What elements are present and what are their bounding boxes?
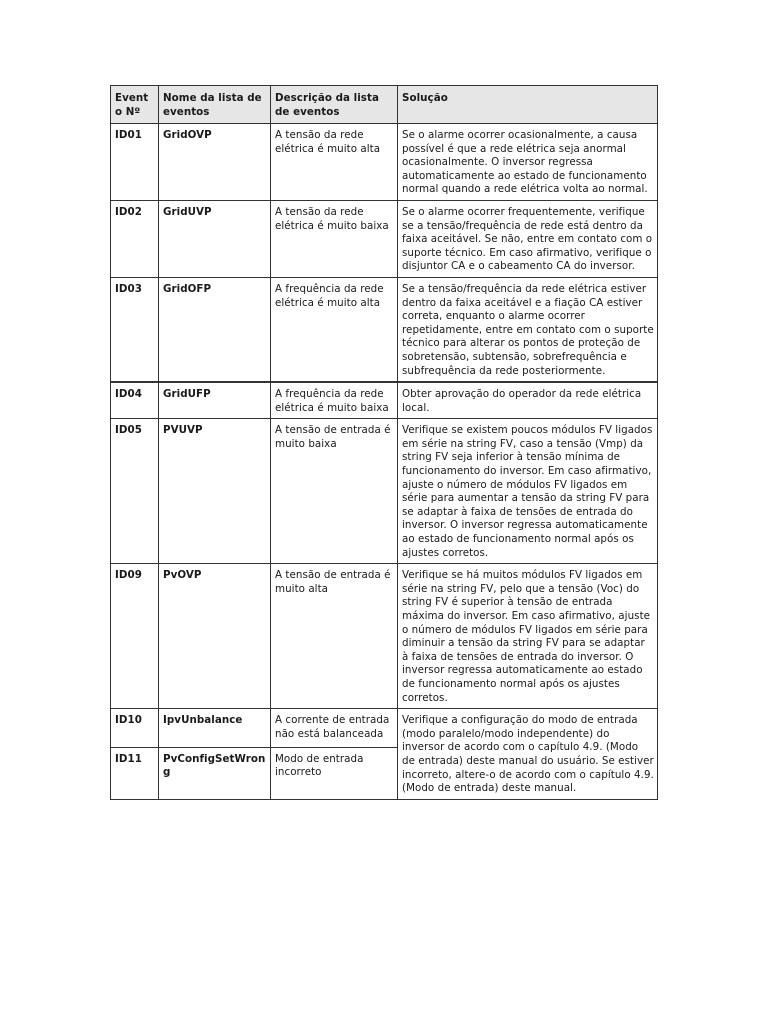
event-id: ID05 bbox=[111, 419, 159, 564]
event-name: PvOVP bbox=[159, 564, 271, 709]
event-solution-shared: Verifique a configuração do modo de entrada (modo paralelo/modo independente) do inversor de acordo com o capítulo 4.9. (Modo de entrada) deste manual do usuário. Se estiver incorreto, altere-o de acordo com o capítulo 4.9. (Modo de entrada) deste manual. bbox=[398, 709, 658, 800]
event-name: PVUVP bbox=[159, 419, 271, 564]
event-solution: Se a tensão/frequência da rede elétrica estiver dentro da faixa aceitável e a fiação CA estiver correta, enquanto o alarme ocorrer repetidamente, entre em contato com o suporte técnico para alterar os pontos de proteção de sobretensão, subtensão, sobrefrequência e subfrequência da rede posteriormente. bbox=[398, 277, 658, 382]
event-name: GridOFP bbox=[159, 277, 271, 382]
header-event-number: Evento Nº bbox=[111, 86, 159, 124]
event-name: GridUFP bbox=[159, 382, 271, 419]
header-event-name: Nome da lista de eventos bbox=[159, 86, 271, 124]
event-name: GridUVP bbox=[159, 200, 271, 277]
event-list-table bbox=[110, 85, 658, 800]
event-description: A tensão da rede elétrica é muito alta bbox=[271, 124, 398, 201]
event-id: ID04 bbox=[111, 382, 159, 419]
event-solution: Se o alarme ocorrer ocasionalmente, a causa possível é que a rede elétrica seja anormal ocasionalmente. O inversor regressa automaticamente ao estado de funcionamento normal quando a rede elétrica volta ao normal. bbox=[398, 124, 658, 201]
table-row bbox=[111, 200, 658, 277]
event-solution: Verifique se existem poucos módulos FV ligados em série na string FV, caso a tensão (Vmp) da string FV seja inferior à tensão mínima de funcionamento do inversor. Em caso afirmativo, ajuste o número de módulos FV ligados em série para aumentar a tensão da string FV para se adaptar à faixa de tensões de entrada do inversor. O inversor regressa automaticamente ao estado de funcionamento normal após os ajustes corretos. bbox=[398, 419, 658, 564]
event-description: A tensão de entrada é muito alta bbox=[271, 564, 398, 709]
event-id: ID01 bbox=[111, 124, 159, 201]
table-row bbox=[111, 564, 658, 709]
header-event-description: Descrição da lista de eventos bbox=[271, 86, 398, 124]
event-id: ID11 bbox=[111, 747, 159, 799]
event-description: Modo de entrada incorreto bbox=[271, 747, 398, 799]
event-id: ID03 bbox=[111, 277, 159, 382]
event-description: A corrente de entrada não está balanceada bbox=[271, 709, 398, 747]
event-description: A frequência da rede elétrica é muito baixa bbox=[271, 382, 398, 419]
table-row bbox=[111, 382, 658, 419]
table-row bbox=[111, 124, 658, 201]
event-solution: Verifique se há muitos módulos FV ligados em série na string FV, pelo que a tensão (Voc) do string FV é superior à tensão de entrada máxima do inversor. Em caso afirmativo, ajuste o número de módulos FV ligados em série para diminuir a tensão da string FV para se adaptar à faixa de tensões de entrada do inversor. O inversor regressa automaticamente ao estado de funcionamento normal após os ajustes corretos. bbox=[398, 564, 658, 709]
event-description: A frequência da rede elétrica é muito alta bbox=[271, 277, 398, 382]
header-solution: Solução bbox=[398, 86, 658, 124]
event-id: ID09 bbox=[111, 564, 159, 709]
event-description: A tensão de entrada é muito baixa bbox=[271, 419, 398, 564]
event-solution: Se o alarme ocorrer frequentemente, verifique se a tensão/frequência de rede está dentro da faixa aceitável. Se não, entre em contato com o suporte técnico. Em caso afirmativo, verifique o disjuntor CA e o cabeamento CA do inversor. bbox=[398, 200, 658, 277]
event-solution: Obter aprovação do operador da rede elétrica local. bbox=[398, 382, 658, 419]
event-id: ID10 bbox=[111, 709, 159, 747]
event-description: A tensão da rede elétrica é muito baixa bbox=[271, 200, 398, 277]
event-name: GridOVP bbox=[159, 124, 271, 201]
header-row bbox=[111, 86, 658, 124]
table-row bbox=[111, 709, 658, 747]
table-header bbox=[111, 86, 658, 124]
table-body bbox=[111, 124, 658, 800]
table-row bbox=[111, 419, 658, 564]
table-row bbox=[111, 277, 658, 382]
event-name: IpvUnbalance bbox=[159, 709, 271, 747]
event-name: PvConfigSetWrong bbox=[159, 747, 271, 799]
event-id: ID02 bbox=[111, 200, 159, 277]
